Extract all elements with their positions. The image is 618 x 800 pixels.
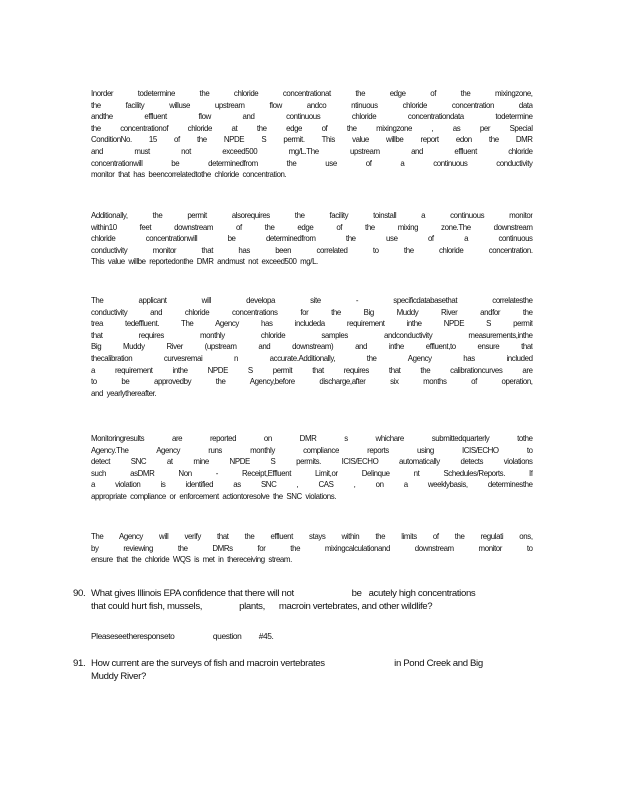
paragraph-monitoring-results <box>91 433 533 503</box>
paragraph-line: ensure that the chloride WQS is met in thereceiving stream. <box>91 554 292 565</box>
paragraph-line: such asDMR Non - Receipt,Effluent Limit,or Delinque nt Schedules/Reports. If <box>91 467 533 478</box>
paragraph-line: and yearlythereafter. <box>91 387 157 398</box>
paragraph-line: to be approvedby the Agency,before discharge,after six months of operation, <box>91 376 533 387</box>
paragraph-line: andthe effluent flow and continuous chloride concentrationdata todetermine <box>91 111 533 122</box>
paragraph-line: ConditionNo. 15 of the NPDE S permit. This value willbe report edon the DMR <box>91 134 533 145</box>
paragraph-line: a requirement inthe NPDE S permit that requires that the calibrationcurves are <box>91 364 533 375</box>
paragraph-line: conductivity monitor that has been correlated to the chloride concentration. <box>91 244 533 255</box>
paragraph-site-specific-database <box>91 295 533 399</box>
question-91 <box>73 657 533 685</box>
paragraph-line: appropriate compliance or enforcement actiontoresolve the SNC violations. <box>91 490 337 501</box>
question-91-line-2: Muddy River? <box>91 671 146 682</box>
paragraph-line: conductivity and chloride concentrations for the Big Muddy River andfor the <box>91 306 533 317</box>
paragraph-line: This value willbe reportedonthe DMR andmust not exceed500 mg/L. <box>91 256 318 267</box>
paragraph-line: Monitoringresults are reported on DMR s whichare submittedquarterly tothe <box>91 433 533 443</box>
question-91-line-1: How current are the surveys of fish and macroin vertebrates in Pond Creek and Big <box>91 658 483 669</box>
paragraph-line: The applicant will developa site - specificdatabasethat correlatesthe <box>91 295 533 305</box>
paragraph-line: detect SNC at mine NPDE S permits. ICIS/ECHO automatically detects violations <box>91 456 533 467</box>
paragraph-line: and must not exceed500 mg/L.The upstream and effluent chloride <box>91 145 533 156</box>
paragraph-line: that requires monthly chloride samples andconductivity measurements,inthe <box>91 329 533 340</box>
paragraph-line: within10 feet downstream of the edge of the mixing zone.The downstream <box>91 221 533 232</box>
paragraph-line: monitor that has beencorrelatedtothe chloride concentration. <box>91 169 287 180</box>
paragraph-line: thecalibration curvesremai n accurate.Additionally, the Agency has included <box>91 352 533 363</box>
paragraph-line: trea tedeffluent. The Agency has includeda requirement inthe NPDE S permit <box>91 318 533 329</box>
paragraph-line: Inorder todetermine the chloride concentrationat the edge of the mixingzone, <box>91 88 533 98</box>
paragraph-line: a violation is identified as SNC , CAS , on a weeklybasis, determinesthe <box>91 479 533 490</box>
paragraph-line: concentrationwill be determinedfrom the use of a continuous conductivity <box>91 157 533 168</box>
paragraph-line: Additionally, the permit alsorequires the facility toinstall a continuous monitor <box>91 210 533 220</box>
question-90-number: 90. <box>73 588 86 599</box>
paragraph-chloride-mixing-zone <box>91 88 533 181</box>
paragraph-line: Big Muddy River (upstream and downstream) and inthe effluent,to ensure that <box>91 341 533 352</box>
paragraph-line: the facility willuse upstream flow andco ntinuous chloride concentration data <box>91 99 533 110</box>
question-90 <box>73 587 533 615</box>
paragraph-line: by reviewing the DMRs for the mixingcalculationand downstream monitor to <box>91 542 533 553</box>
question-90-line-1: What gives Illinois EPA confidence that there will not be acutely high concentrations <box>91 588 476 599</box>
response-90: Pleaseseetheresponseto question #45. <box>91 631 274 641</box>
question-90-line-2: that could hurt fish, mussels, plants, macroin vertebrates, and other wildlife? <box>91 601 433 612</box>
paragraph-line: The Agency will verify that the effluent stays within the limits of the regulati ons, <box>91 531 533 541</box>
question-91-number: 91. <box>73 658 86 669</box>
paragraph-line: the concentrationof chloride at the edge of the mixingzone , as per Special <box>91 122 533 133</box>
paragraph-line: Agency.The Agency runs monthly compliance reports using ICIS/ECHO to <box>91 444 533 455</box>
paragraph-downstream-monitor <box>91 210 533 268</box>
paragraph-line: chloride concentrationwill be determinedfrom the use of a continuous <box>91 233 533 244</box>
paragraph-agency-verify <box>91 531 533 566</box>
